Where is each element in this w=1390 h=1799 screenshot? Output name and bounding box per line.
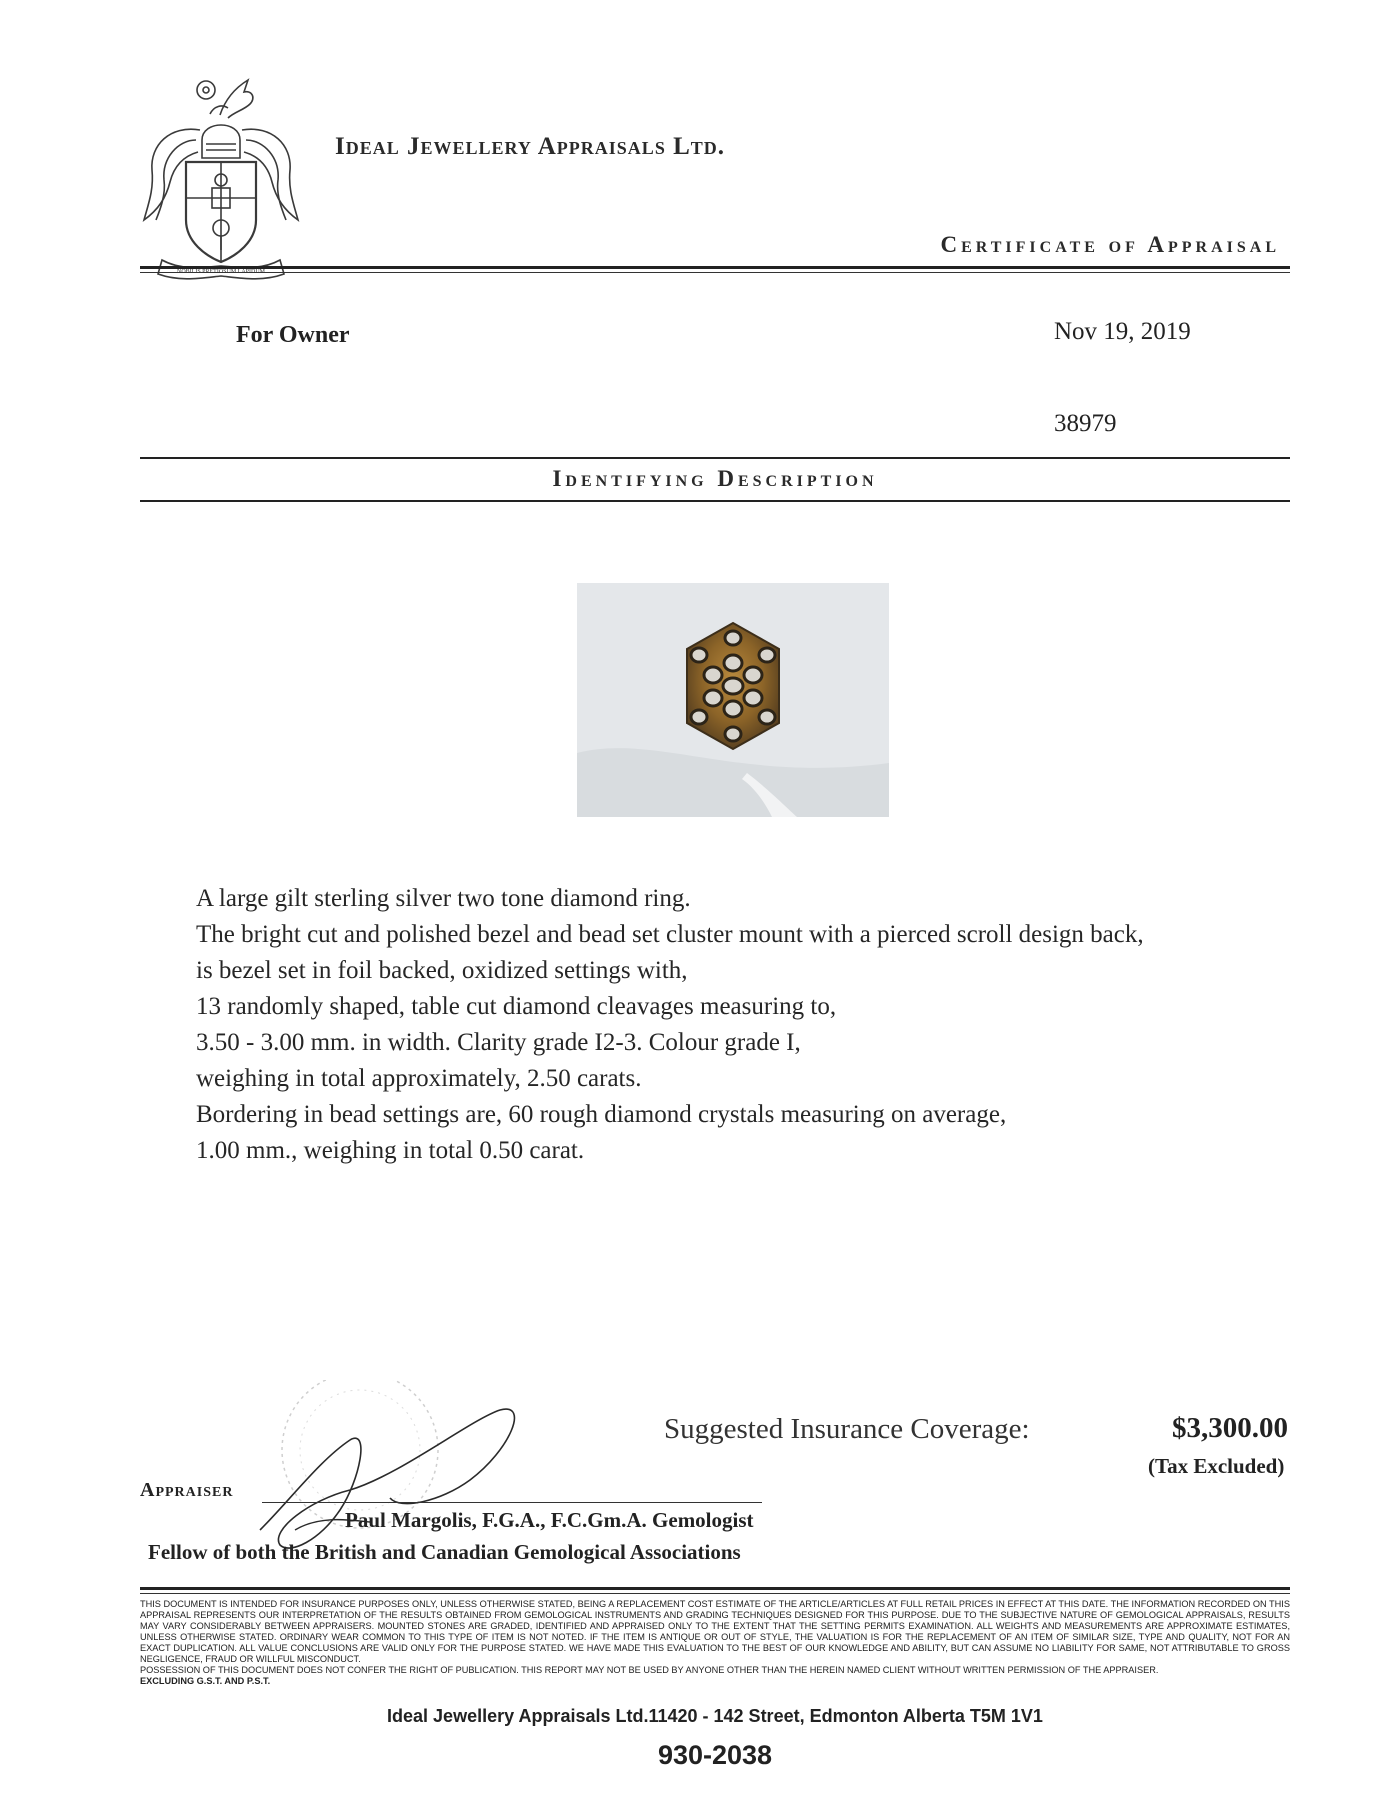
tax-note: (Tax Excluded) [1148,1454,1285,1478]
description-line: weighing in total approximately, 2.50 carats. [196,1065,642,1092]
ring-photo [577,583,889,817]
legal-disclaimer [140,1599,1290,1687]
description-line: 1.00 mm., weighing in total 0.50 carat. [196,1137,585,1164]
company-name: Ideal Jewellery Appraisals Ltd. [335,133,726,160]
section-divider-bottom [140,500,1290,502]
disclaimer-tax: EXCLUDING G.S.T. AND P.S.T. [140,1676,271,1686]
appraisal-number: 38979 [1054,410,1117,437]
item-description [196,881,1144,1169]
footer-divider-thin [140,1593,1290,1594]
footer-divider [140,1587,1290,1590]
certificate-title: Certificate of Appraisal [940,232,1280,257]
description-line: 3.50 - 3.00 mm. in width. Clarity grade I2-3. Colour grade I, [196,1029,801,1056]
company-address: Ideal Jewellery Appraisals Ltd.11420 - 142 Street, Edmonton Alberta T5M 1V1 [387,1706,1043,1726]
header-divider [140,266,1290,269]
section-divider-top [140,457,1290,459]
description-line: 13 randomly shaped, table cut diamond cleavages measuring to, [196,993,837,1020]
disclaimer-main: THIS DOCUMENT IS INTENDED FOR INSURANCE PURPOSES ONLY, UNLESS OTHERWISE STATED, BEING A REPLACEMENT COST ESTIMATE OF THE ARTICLE/ARTICLES AT FULL RETAIL PRICES IN EFFECT AT THIS DATE. THE INFORMATION RECORDED ON THIS APPRAISAL REPRESENTS OUR INTERPRETATION OF THE RESULTS OBTAINED FROM GEMOLOGICAL INSTRUMENTS AND GRADING TECHNIQUES DESIGNED FOR THIS PURPOSE. DUE TO THE SUBJECTIVE NATURE OF GEMOLOGICAL APPRAISALS, RESULTS MAY VARY CONSIDERABLY BETWEEN APPRAISERS. MOUNTED STONES ARE GRADED, IDENTIFIED AND APPRAISED ONLY TO THE EXTENT THAT THE SETTING PERMITS EXAMINATION. ALL WEIGHTS AND MEASUREMENTS ARE APPROXIMATE ESTIMATES, UNLESS OTHERWISE STATED. ORDINARY WEAR COMMON TO THIS TYPE OF ITEM IS NOT NOTED. IF THE ITEM IS ANTIQUE OR OUT OF STYLE, THE VALUATION IS FOR THE REPLACEMENT OF AN ITEM OF SIMILAR SIZE, TYPE AND QUALITY, NOT FOR AN EXACT DUPLICATION. ALL VALUE CONCLUSIONS ARE VALID ONLY FOR THE PURPOSE STATED. WE HAVE MADE THIS EVALUATION TO THE BEST OF OUR KNOWLEDGE AND ABILITY, BUT CAN ASSUME NO LIABILITY FOR SAME, NOT ATTRIBUTABLE TO GROSS NEGLIGENCE, FRAUD OR WILLFUL MISCONDUCT. [140,1599,1290,1664]
appraiser-name: Paul Margolis, F.G.A., F.C.Gm.A. Gemologist [345,1508,754,1532]
description-line: Bordering in bead settings are, 60 rough diamond crystals measuring on average, [196,1101,1007,1128]
coverage-label: Suggested Insurance Coverage: [664,1413,1030,1445]
appraiser-fellowship: Fellow of both the British and Canadian Gemological Associations [148,1540,741,1564]
company-phone: 930-2038 [657,1740,773,1770]
description-line: The bright cut and polished bezel and bead set cluster mount with a pierced scroll design back, [196,921,1144,948]
description-line: is bezel set in foil backed, oxidized settings with, [196,957,688,984]
disclaimer-publication: POSSESSION OF THIS DOCUMENT DOES NOT CONFER THE RIGHT OF PUBLICATION. THIS REPORT MAY NOT BE USED BY ANYONE OTHER THAN THE HEREIN NAMED CLIENT WITHOUT WRITTEN PERMISSION OF THE APPRAISER. [140,1665,1159,1675]
appraiser-label: Appraiser [140,1479,234,1501]
section-title: Identifying Description [552,466,878,491]
description-line: A large gilt sterling silver two tone diamond ring. [196,885,691,912]
signature-line [262,1502,762,1503]
appraisal-date: Nov 19, 2019 [1054,318,1191,345]
owner-field: For Owner [236,322,350,348]
company-crest-logo [140,70,302,282]
coverage-amount: $3,300.00 [1172,1412,1288,1444]
header-divider-thin [140,272,1290,273]
